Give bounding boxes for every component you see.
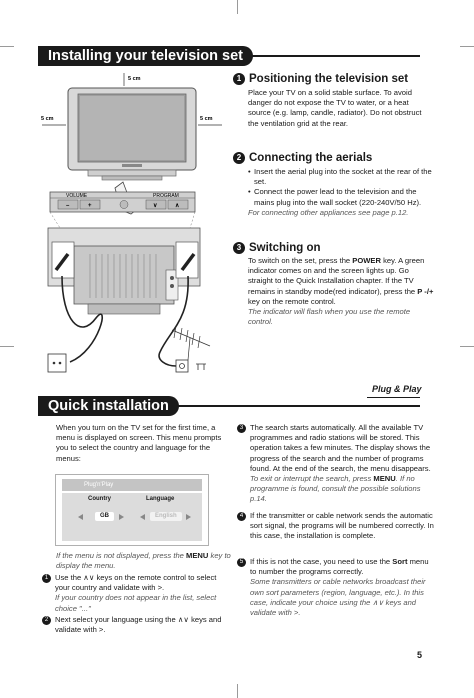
step1-text: Use the ∧∨ keys on the remote control to select your country and validate with >. [55, 573, 217, 593]
menu-header: Plug'n'Play [62, 479, 202, 491]
aerials-title: Connecting the aerials [249, 152, 373, 164]
menu-note [56, 551, 232, 571]
positioning-body: Place your TV on a solid stable surface. To avoid danger do not expose the TV to water, or a heat source (e.g. lamp, candle, radiator). Do not obstruct the ventilation grid at the rear. [248, 88, 422, 128]
step-number-badge: 3 [233, 242, 245, 254]
menu-key: MENU [373, 474, 396, 484]
tv-rear-illustration [48, 228, 200, 314]
step-number-badge: 1 [233, 73, 245, 85]
step5-text-a: If this is not the case, you need to use the [250, 557, 391, 566]
tv-front-illustration [68, 88, 196, 180]
step-number-badge: 1 [42, 574, 51, 583]
installation-figure [40, 70, 225, 380]
projection-lines [50, 212, 195, 228]
menu-key: MENU [186, 551, 209, 560]
switching-body-b: key. A green indicator comes on and the screen lights up. Go straight to the Quick Installation chapter. If the TV remains in standby mode(red indicator), press the [248, 256, 425, 296]
step3-text: The search starts automatically. All the available TV programmes and radio stations will be stored. This operation takes a few minutes. The display shows the progress of the search and the number of programs found. At the end of the search, the menu disappears. [250, 423, 431, 473]
crop-mark [237, 0, 238, 14]
country-label: Country [88, 496, 111, 502]
quick-step-2 [42, 615, 232, 635]
step-number-badge: 3 [237, 424, 246, 433]
switching-note: The indicator will flash when you use the remote control. [248, 307, 411, 327]
page-number: 5 [416, 650, 422, 660]
switching-body-c: key on the remote control. [248, 296, 336, 306]
menu-note-b: key to display the menu. [56, 551, 231, 571]
country-value: GB [95, 512, 114, 521]
panel-volume-label: VOLUME [66, 193, 88, 199]
positioning-heading [233, 73, 408, 85]
step3-note-b: . If no programme is found, consult the possible solutions p.14. [250, 474, 421, 504]
aerials-note: For connecting other appliances see page p.12. [248, 207, 409, 217]
aerials-text [248, 167, 434, 218]
switching-title: Switching on [249, 242, 321, 254]
sort-key: Sort [392, 557, 408, 566]
language-value: English [150, 512, 182, 521]
switching-text [248, 256, 434, 327]
language-right-arrow-icon [186, 514, 191, 520]
program-up-button: ∧ [175, 203, 180, 209]
step-number-badge: 5 [237, 558, 246, 567]
step5-text-b: menu to number the programs correctly. [250, 557, 429, 577]
switching-heading [233, 242, 321, 254]
panel-program-label: PROGRAM [153, 193, 179, 199]
country-right-arrow-icon [119, 514, 124, 520]
crop-mark [237, 684, 238, 698]
switching-body-a: To switch on the set, press the [248, 256, 351, 265]
quick-step-1 [42, 573, 232, 614]
quick-step-4 [237, 511, 435, 542]
language-label: Language [146, 496, 175, 502]
quick-step-3 [237, 423, 435, 505]
program-down-button: ∨ [153, 203, 158, 209]
clearance-right-label: 5 cm [200, 116, 213, 122]
step-number-badge: 2 [233, 152, 245, 164]
quick-intro [56, 423, 232, 464]
volume-plus-button: + [88, 203, 92, 209]
aerials-bullet-1: • Insert the aerial plug into the socket at the rear of the set. [248, 167, 434, 187]
step-number-badge: 4 [237, 512, 246, 521]
menu-body [62, 493, 202, 541]
step-number-badge: 2 [42, 616, 51, 625]
section-banner-quick [38, 398, 420, 414]
crop-mark [0, 346, 14, 347]
country-left-arrow-icon [78, 514, 83, 520]
crop-mark [460, 46, 474, 47]
plug-and-play-menu [55, 474, 209, 546]
crop-mark [460, 346, 474, 347]
step4-text: If the transmitter or cable network sends the automatic sort signal, the programs will be numbered correctly. In this case, the installation is complete. [250, 511, 434, 541]
quick-intro-text: When you turn on the TV set for the first time, a menu is displayed on screen. This menu prompts you to select the country and language for the menus: [56, 423, 222, 463]
section-banner-installing [38, 48, 420, 64]
clearance-top-label: 5 cm [128, 76, 141, 82]
aerial-antenna-icon [172, 326, 210, 360]
aerial-socket-icon [176, 360, 206, 372]
quick-step-5 [237, 557, 435, 618]
menu-note-a: If the menu is not displayed, press the [56, 551, 184, 560]
clearance-left-label: 5 cm [41, 116, 54, 122]
power-key: POWER [352, 256, 381, 265]
positioning-title: Positioning the television set [249, 73, 409, 85]
volume-minus-button: – [66, 203, 70, 209]
step2-text: Next select your language using the ∧∨ keys and validate with >. [55, 615, 222, 635]
step5-note: Some transmitters or cable networks broadcast their own sort parameters (region, language, etc.). In this case, indicate your choice using the ∧∨ keys and validate with >. [250, 577, 426, 618]
program-key: P -/+ [417, 286, 434, 296]
section-title: Quick installation [38, 396, 179, 416]
plug-and-play-label: Plug & Play [372, 384, 422, 394]
language-left-arrow-icon [140, 514, 145, 520]
positioning-text [248, 88, 432, 129]
step3-note-a: To exit or interrupt the search, press [250, 474, 372, 484]
aerials-heading [233, 152, 372, 164]
step3-note [250, 474, 435, 505]
step1-note: If your country does not appear in the list, select choice "..." [55, 593, 217, 613]
wall-socket-icon [48, 354, 66, 372]
crop-mark [0, 46, 14, 47]
section-title: Installing your television set [38, 46, 253, 66]
aerials-bullet-2: • Connect the power lead to the television and the mains plug into the wall socket (220-240V/50 Hz). [248, 187, 434, 207]
